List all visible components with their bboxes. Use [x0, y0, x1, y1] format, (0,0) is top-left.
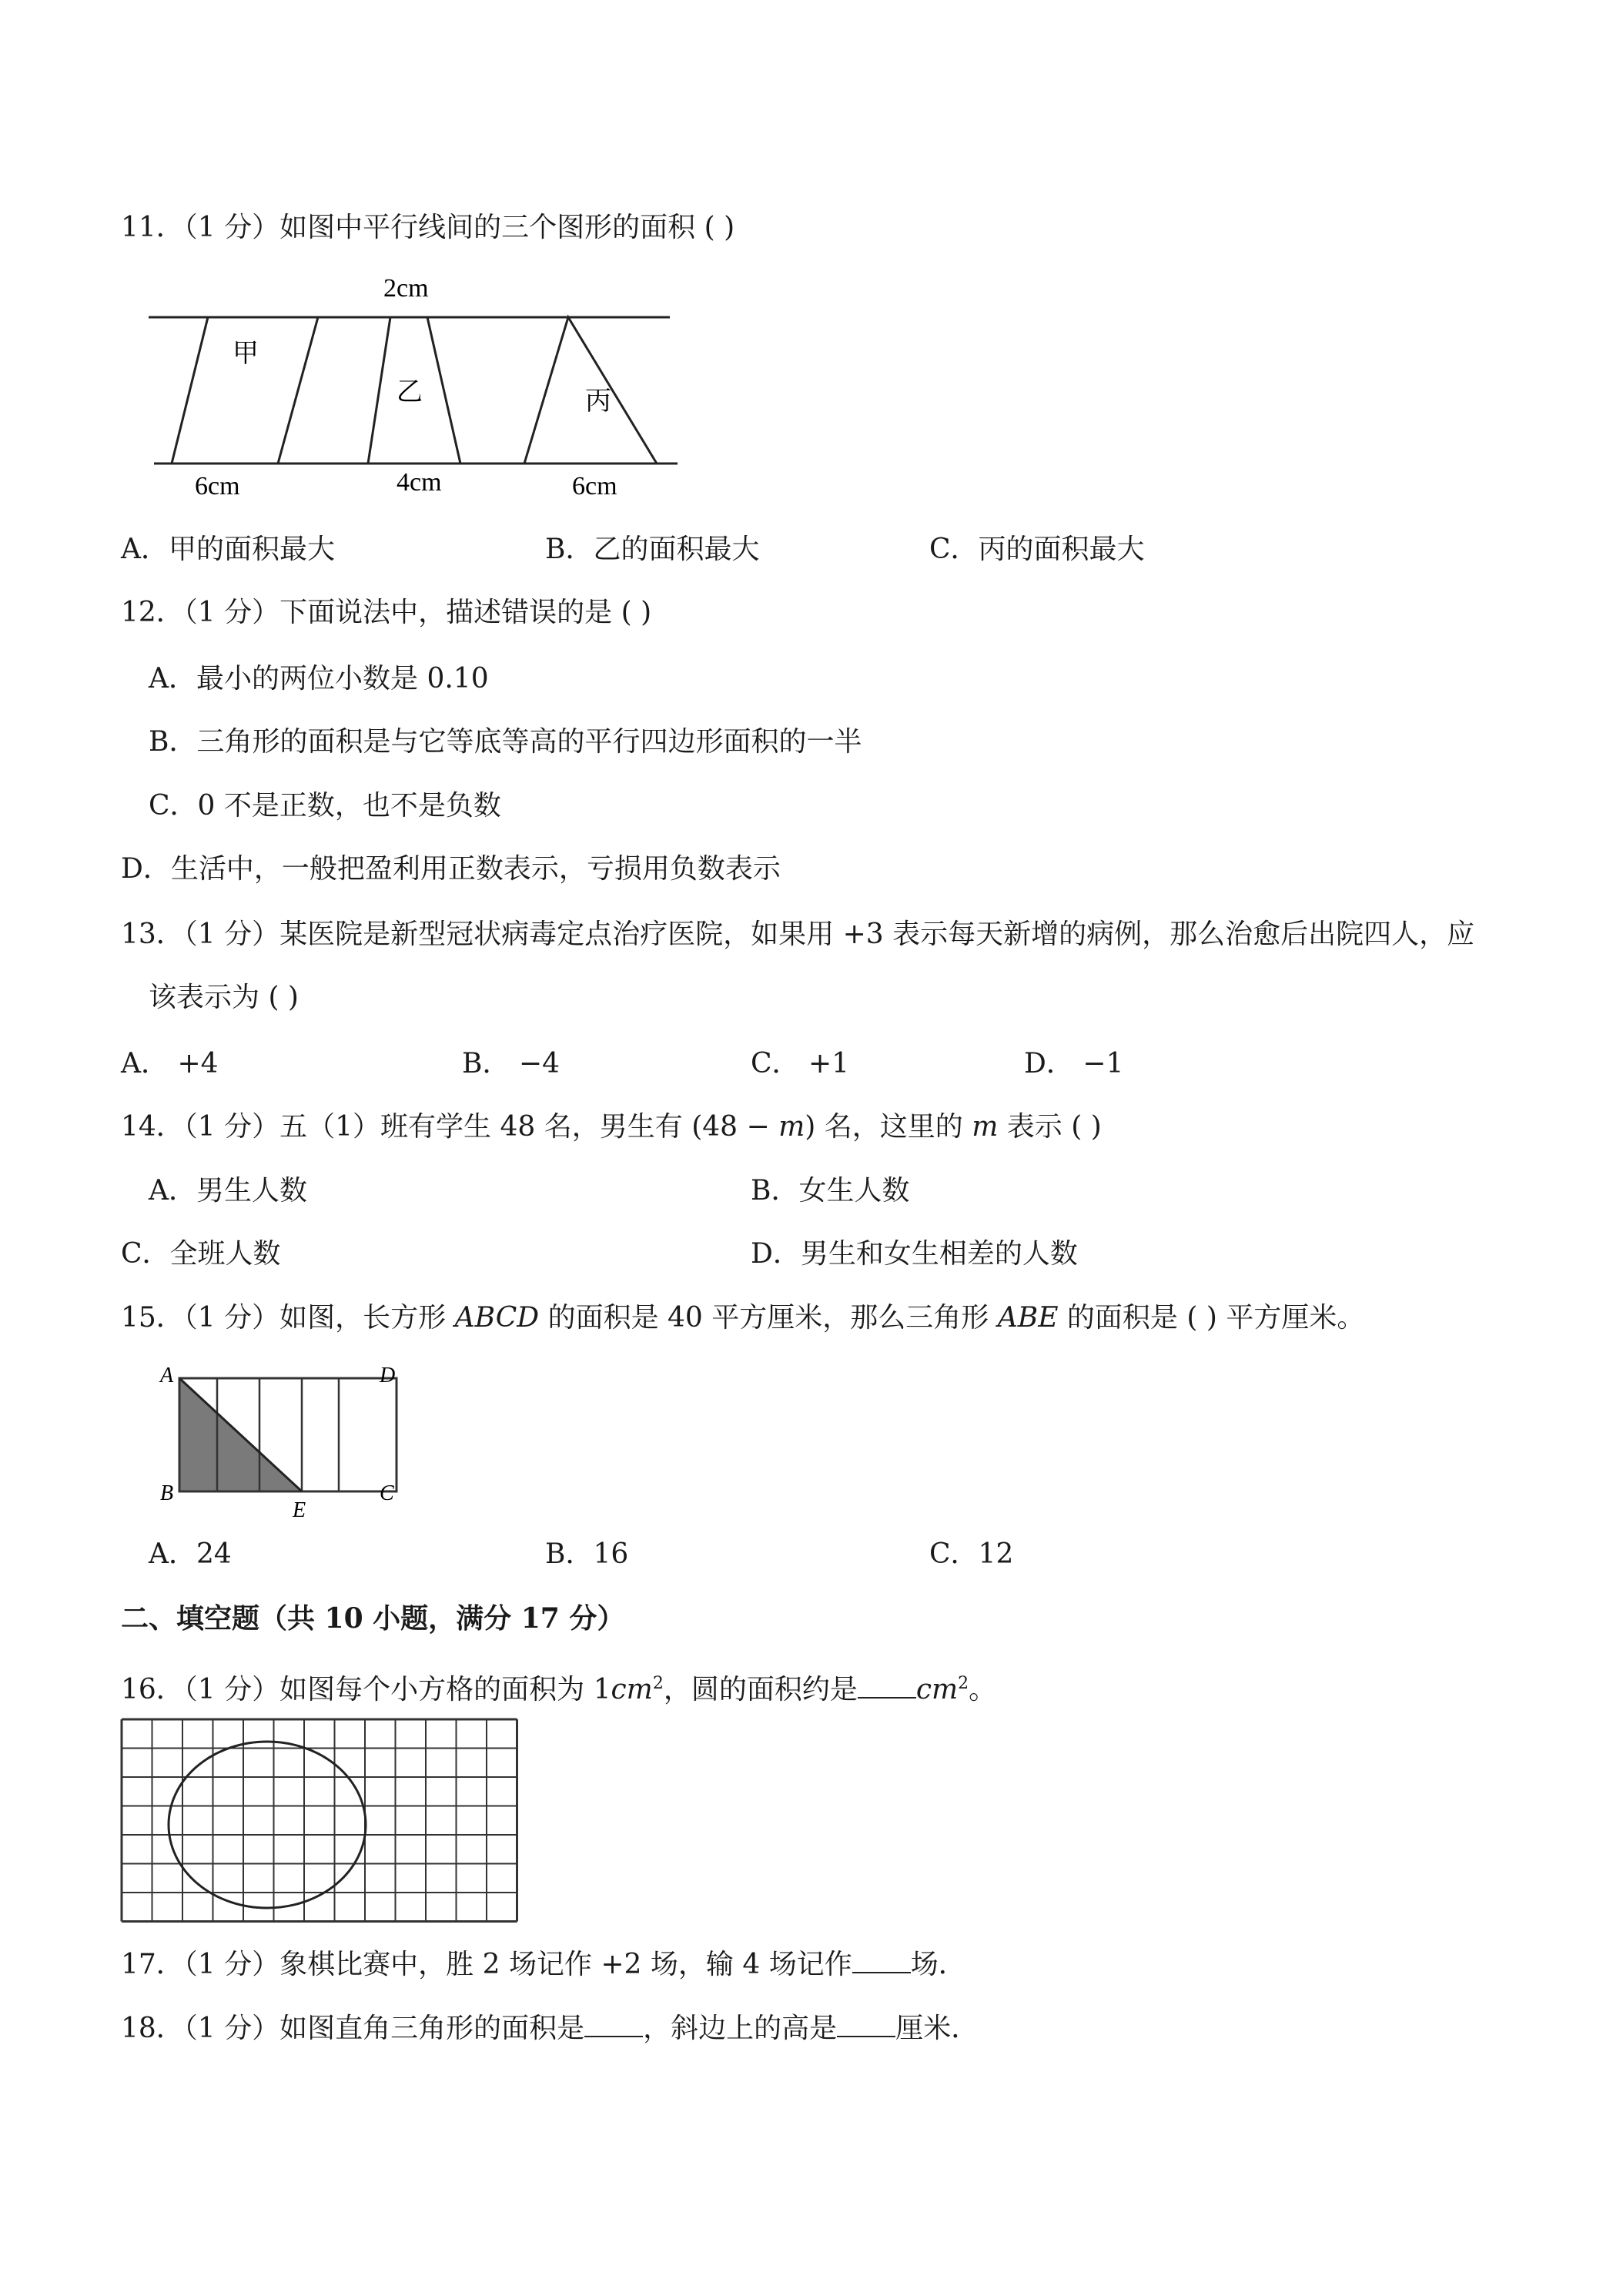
q14-stem — [121, 1109, 1102, 1146]
q11-shape-jia-right-edge — [278, 317, 318, 464]
q16-stem-part-a: 16．（1 分）如图每个小方格的面积为 1 — [121, 1674, 611, 1705]
q16-unit-cm-1: cm — [611, 1674, 653, 1705]
q15-stem — [121, 1300, 1364, 1337]
q12-option-b: B．三角形的面积是与它等底等高的平行四边形面积的一半 — [149, 726, 862, 758]
q15-stem-rect-name: ABCD — [454, 1302, 540, 1334]
q14-stem-part-c: 表示 ( ) — [998, 1111, 1102, 1143]
q12-option-a: A．最小的两位小数是 0.10 — [149, 663, 489, 694]
q18-answer-blank-height[interactable] — [837, 2008, 895, 2037]
q11-option-a: A．甲的面积最大 — [121, 534, 335, 565]
q14-stem-variable-m: m — [778, 1111, 805, 1143]
q11-bottom-label-1: 6cm — [195, 472, 240, 500]
q14-option-d: D．男生和女生相差的人数 — [751, 1238, 1078, 1270]
q15-option-c: C．12 — [929, 1538, 1014, 1570]
q15-option-b: B．16 — [545, 1538, 629, 1570]
q15-stem-part-b: 的面积是 40 平方厘米，那么三角形 — [539, 1302, 998, 1334]
q11-stem: 11．（1 分）如图中平行线间的三个图形的面积 ( ) — [121, 212, 735, 243]
q14-stem-part-b: ) 名，这里的 — [805, 1111, 972, 1143]
q11-bottom-label-3: 6cm — [572, 472, 617, 500]
q16-stem — [121, 1665, 996, 1709]
q13-stem-line1: 13．（1 分）某医院是新型冠状病毒定点治疗医院，如果用 +3 表示每天新增的病例，那么治愈后出院四人，应 — [121, 919, 1475, 950]
q16-unit-sup-2: 2 — [958, 1674, 969, 1693]
q13-option-d: D． −1 — [1024, 1048, 1124, 1079]
q17-stem — [121, 1944, 966, 1983]
q15-option-a: A．24 — [149, 1538, 232, 1570]
q15-stem-part-a: 15．（1 分）如图，长方形 — [121, 1302, 455, 1334]
q17-stem-part-b: 场． — [910, 1949, 966, 1980]
q14-stem-part-a: 14．（1 分）五（1）班有学生 48 名，男生有 (48 − — [121, 1111, 779, 1143]
q13-option-c: C． +1 — [751, 1048, 850, 1079]
q18-stem-part-c: 厘米． — [895, 2013, 979, 2044]
q15-stem-triangle-name: ABE — [997, 1302, 1059, 1334]
q16-stem-part-b: ，圆的面积约是 — [663, 1674, 858, 1705]
q11-bottom-label-2: 4cm — [397, 468, 442, 497]
q15-label-d: D — [380, 1364, 396, 1387]
q14-option-b: B．女生人数 — [751, 1175, 910, 1207]
q17-stem-part-a: 17．（1 分）象棋比赛中，胜 2 场记作 +2 场，输 4 场记作 — [121, 1949, 852, 1980]
q16-circle — [169, 1742, 366, 1908]
q16-unit-cm-2: cm — [915, 1674, 959, 1705]
q11-shape-yi-left-edge — [368, 317, 390, 464]
q15-label-b: B — [160, 1481, 174, 1505]
q15-rectangle-figure — [154, 1359, 416, 1525]
q16-stem-part-c: 。 — [969, 1674, 997, 1705]
q12-option-d: D．生活中，一般把盈利用正数表示，亏损用负数表示 — [121, 853, 781, 885]
q11-option-b: B．乙的面积最大 — [545, 534, 760, 565]
q15-stem-part-c: 的面积是 ( ) 平方厘米。 — [1058, 1302, 1365, 1334]
q15-label-a: A — [160, 1364, 174, 1387]
q14-stem-variable-m-2: m — [972, 1111, 999, 1143]
q13-option-b: B． −4 — [462, 1048, 560, 1079]
q11-shape-label-jia: 甲 — [233, 340, 259, 368]
q16-grid-figure — [119, 1717, 520, 1926]
q11-shape-label-yi: 乙 — [397, 378, 423, 407]
q17-answer-blank[interactable] — [852, 1944, 911, 1973]
q11-parallel-figure — [142, 269, 681, 500]
q16-square-grid — [122, 1719, 517, 1922]
q11-shape-yi-right-edge — [427, 317, 460, 464]
q11-option-c: C．丙的面积最大 — [929, 534, 1145, 565]
q11-top-label: 2cm — [383, 274, 429, 303]
q12-stem: 12．（1 分）下面说法中，描述错误的是 ( ) — [121, 597, 652, 628]
q13-stem-line2: 该表示为 ( ) — [149, 982, 299, 1013]
q16-answer-blank[interactable] — [858, 1669, 916, 1699]
q12-option-c: C．0 不是正数，也不是负数 — [149, 790, 501, 822]
q15-label-e: E — [293, 1498, 306, 1522]
q18-stem-part-a: 18．（1 分）如图直角三角形的面积是 — [121, 2013, 585, 2044]
q11-shape-jia-left-edge — [172, 317, 208, 464]
q18-stem — [121, 2008, 979, 2047]
q15-label-c: C — [380, 1481, 394, 1505]
q14-option-a: A．男生人数 — [149, 1175, 307, 1207]
q16-unit-sup-1: 2 — [652, 1674, 664, 1693]
section2-title: 二、填空题（共 10 小题，满分 17 分） — [121, 1602, 625, 1635]
q13-option-a: A． +4 — [121, 1048, 219, 1079]
q14-option-c: C．全班人数 — [121, 1238, 281, 1270]
q11-shape-label-bing: 丙 — [585, 387, 611, 416]
q18-stem-part-b: ，斜边上的高是 — [643, 2013, 838, 2044]
q18-answer-blank-area[interactable] — [584, 2008, 643, 2037]
